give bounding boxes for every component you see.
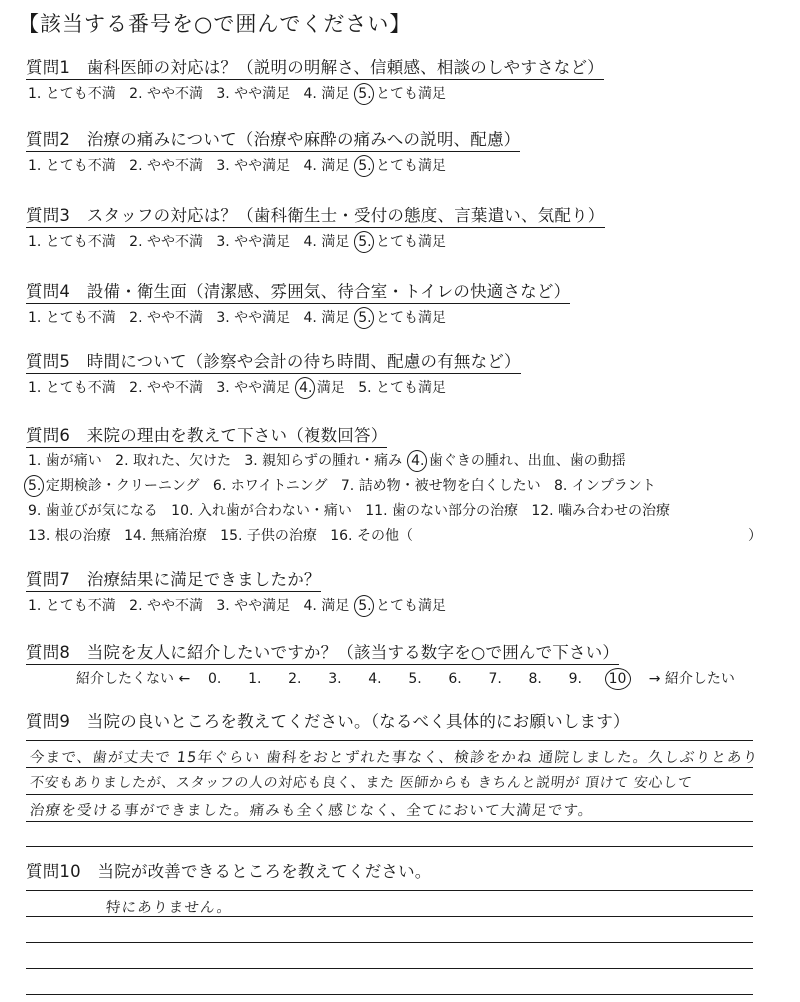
q10-title: 質問10 当院が改善できるところを教えてください。: [26, 862, 432, 881]
q6-title: 質問6 来院の理由を教えて下さい（複数回答）: [26, 426, 387, 448]
q8-option-7[interactable]: 7.: [488, 671, 502, 687]
q2-option-5-label: . とても満足: [367, 158, 447, 174]
q5-options: [28, 379, 446, 397]
q6-option-14[interactable]: 14. 無痛治療: [124, 528, 207, 544]
q1-option-5-circled[interactable]: 5: [358, 86, 368, 102]
q3-option-5-label: . とても満足: [367, 234, 447, 250]
q4-option-1[interactable]: 1. とても不満: [28, 310, 116, 326]
q9-rule-3: [26, 794, 753, 795]
q7-options: [28, 597, 446, 615]
q6-option-4-label: . 歯ぐきの腫れ、出血、歯の動揺: [419, 453, 626, 469]
q5-title: 質問5 時間について（診察や会計の待ち時間、配慮の有無など）: [26, 352, 521, 374]
q3-options: [28, 233, 446, 251]
q1-option-3[interactable]: 3. やや満足: [216, 86, 291, 102]
q8-option-2[interactable]: 2.: [288, 671, 302, 687]
q9-rule-2: [26, 767, 753, 768]
q4-option-5-circled[interactable]: 5: [358, 310, 368, 326]
q2-option-3[interactable]: 3. やや満足: [216, 158, 291, 174]
q5-option-1[interactable]: 1. とても不満: [28, 380, 116, 396]
q6-option-7[interactable]: 7. 詰め物・被せ物を白くしたい: [340, 478, 541, 494]
q1-options: [28, 85, 446, 103]
q8-left-label: 紹介したくない ←: [76, 671, 191, 687]
q8-title: 質問8 当院を友人に紹介したいですか？（該当する数字を○で囲んで下さい）: [26, 643, 619, 665]
q6-option-12[interactable]: 12. 噛み合わせの治療: [531, 503, 671, 519]
q8-option-3[interactable]: 3.: [328, 671, 342, 687]
q2-option-1[interactable]: 1. とても不満: [28, 158, 116, 174]
q5-option-4-label: . 満足: [307, 380, 345, 396]
q2-option-5-circled[interactable]: 5: [358, 158, 368, 174]
q9-rule-5: [26, 846, 753, 847]
q3-option-2[interactable]: 2. やや不満: [129, 234, 203, 250]
q7-option-5-circled[interactable]: 5: [358, 598, 368, 614]
q6-row-2: [28, 477, 656, 495]
q7-option-2[interactable]: 2. やや不満: [129, 598, 203, 614]
q2-option-4[interactable]: 4. 満足: [303, 158, 350, 174]
q1-option-4[interactable]: 4. 満足: [303, 86, 350, 102]
form-heading: 【該当する番号を○で囲んでください】: [18, 12, 412, 36]
q7-title: 質問7 治療結果に満足できましたか？: [26, 570, 321, 592]
q1-option-2[interactable]: 2. やや不満: [129, 86, 203, 102]
q4-options: [28, 309, 446, 327]
q8-option-8[interactable]: 8.: [528, 671, 542, 687]
q7-option-3[interactable]: 3. やや満足: [216, 598, 291, 614]
q1-title: 質問1 歯科医師の対応は？（説明の明解さ、信頼感、相談のしやすさなど）: [26, 58, 604, 80]
q6-option-11[interactable]: 11. 歯のない部分の治療: [365, 503, 518, 519]
q8-right-label: → 紹介したい: [648, 671, 735, 687]
q2-options: [28, 157, 446, 175]
q6-option-10[interactable]: 10. 入れ歯が合わない・痛い: [171, 503, 352, 519]
q6-option-1[interactable]: 1. 歯が痛い: [28, 453, 102, 469]
q6-option-6[interactable]: 6. ホワイトニング: [212, 478, 328, 494]
q6-option-3[interactable]: 3. 親知らずの腫れ・痛み: [244, 453, 403, 469]
q8-option-9[interactable]: 9.: [568, 671, 582, 687]
q6-option-9[interactable]: 9. 歯並びが気になる: [28, 503, 158, 519]
q4-option-4[interactable]: 4. 満足: [303, 310, 350, 326]
q8-option-1[interactable]: 1.: [248, 671, 262, 687]
q8-scale: [76, 670, 735, 688]
q6-option-13[interactable]: 13. 根の治療: [28, 528, 111, 544]
q6-other-close-paren: ）: [748, 528, 762, 544]
q7-option-5-label: . とても満足: [367, 598, 447, 614]
q8-option-4[interactable]: 4.: [368, 671, 382, 687]
q10-answer: 特にありません。: [105, 900, 234, 916]
q10-rule-5: [26, 994, 753, 995]
q9-answer-line-3: 治療を受ける事ができました。痛みも全く感じなく、全てにおいて大満足です。: [29, 803, 595, 819]
q7-option-1[interactable]: 1. とても不満: [28, 598, 116, 614]
q6-row-1: [28, 452, 626, 470]
q9-answer-line-2: 不安もありましたが、スタッフの人の対応も良く、また 医師からも きちんと説明が 頂けて 安心して: [29, 775, 694, 791]
q3-option-3[interactable]: 3. やや満足: [216, 234, 291, 250]
q4-title: 質問4 設備・衛生面（清潔感、雰囲気、待合室・トイレの快適さなど）: [26, 282, 570, 304]
q4-option-3[interactable]: 3. やや満足: [216, 310, 291, 326]
q6-option-16[interactable]: 16. その他（: [330, 528, 413, 544]
q9-rule-1: [26, 740, 753, 741]
q9-rule-4: [26, 821, 753, 822]
q8-option-6[interactable]: 6.: [448, 671, 462, 687]
q6-option-8[interactable]: 8. インプラント: [554, 478, 656, 494]
q6-option-2[interactable]: 2. 取れた、欠けた: [115, 453, 231, 469]
q10-rule-3: [26, 942, 753, 943]
q3-option-5-circled[interactable]: 5: [358, 234, 368, 250]
q3-option-4[interactable]: 4. 満足: [303, 234, 350, 250]
q6-option-4-circled[interactable]: 4: [411, 453, 420, 469]
q6-option-5-label: . 定期検診・クリーニング: [36, 478, 200, 494]
q4-option-2[interactable]: 2. やや不満: [129, 310, 203, 326]
q9-title: 質問9 当院の良いところを教えてください。（なるべく具体的にお願いします）: [26, 712, 630, 731]
q2-title: 質問2 治療の痛みについて（治療や麻酔の痛みへの説明、配慮）: [26, 130, 520, 152]
q8-option-10-circled[interactable]: 10: [608, 671, 627, 687]
q1-option-1[interactable]: 1. とても不満: [28, 86, 116, 102]
q6-option-15[interactable]: 15. 子供の治療: [220, 528, 317, 544]
q10-rule-1: [26, 890, 753, 891]
q8-option-0[interactable]: 0.: [208, 671, 222, 687]
q7-option-4[interactable]: 4. 満足: [303, 598, 350, 614]
q2-option-2[interactable]: 2. やや不満: [129, 158, 203, 174]
q1-option-5-label: . とても満足: [367, 86, 447, 102]
q8-option-5[interactable]: 5.: [408, 671, 422, 687]
q5-option-2[interactable]: 2. やや不満: [129, 380, 203, 396]
q5-option-4-circled[interactable]: 4: [299, 380, 308, 396]
q6-row-3: [28, 502, 670, 520]
q5-option-3[interactable]: 3. やや満足: [216, 380, 291, 396]
q3-option-1[interactable]: 1. とても不満: [28, 234, 116, 250]
q9-answer-line-1: 今まで、歯が丈夫で 15年ぐらい 歯科をおとずれた事なく、検診をかね 通院しました。久しぶりとあり: [29, 750, 760, 766]
q5-option-5[interactable]: 5. とても満足: [358, 380, 447, 396]
q6-option-5-circled[interactable]: 5: [28, 478, 37, 494]
q10-rule-4: [26, 968, 753, 969]
q3-title: 質問3 スタッフの対応は？（歯科衛生士・受付の態度、言葉遣い、気配り）: [26, 206, 605, 228]
q4-option-5-label: . とても満足: [367, 310, 447, 326]
q6-row-4: [28, 527, 413, 545]
